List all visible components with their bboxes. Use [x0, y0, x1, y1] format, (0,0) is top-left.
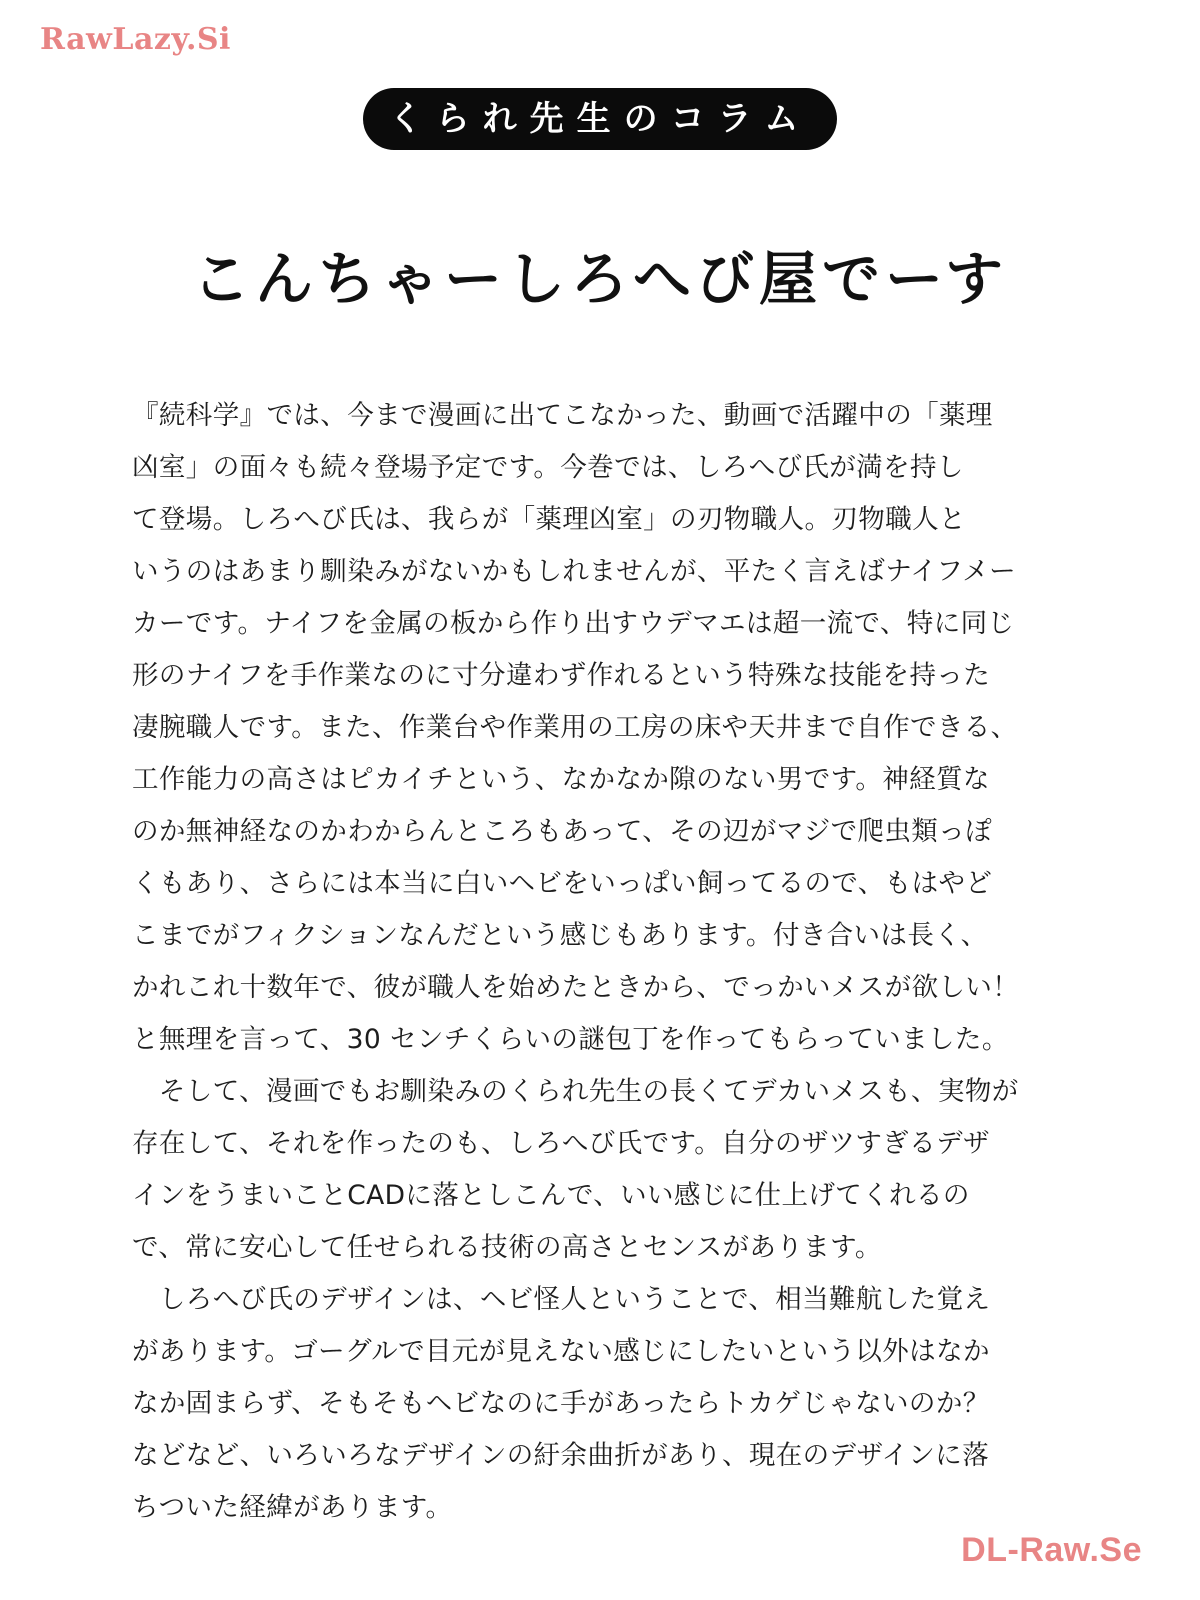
watermark-top-left: RawLazy.Si — [40, 22, 231, 57]
body-line: かれこれ十数年で、彼が職人を始めたときから、でっかいメスが欲しい！ — [132, 972, 1020, 1003]
column-body — [132, 390, 1072, 1534]
body-line: 存在して、それを作ったのも、しろへび氏です。自分のザツすぎるデザ — [132, 1128, 990, 1159]
body-line: いうのはあまり馴染みがないかもしれませんが、平たく言えばナイフメー — [132, 556, 1016, 587]
body-line: 工作能力の高さはピカイチという、なかなか隙のない男です。神経質な — [132, 764, 990, 795]
body-line: しろへび氏のデザインは、ヘビ怪人ということで、相当難航した覚え — [132, 1284, 991, 1315]
body-line: と無理を言って、30 センチくらいの謎包丁を作ってもらっていました。 — [132, 1024, 1009, 1055]
body-line: なか固まらず、そもそもヘビなのに手があったらトカゲじゃないのか？ — [132, 1388, 990, 1419]
column-label-wrap — [0, 88, 1200, 150]
body-line: くもあり、さらには本当に白いヘビをいっぱい飼ってるので、もはやど — [132, 868, 993, 899]
body-line: のか無神経なのかわからんところもあって、その辺がマジで爬虫類っぽ — [132, 816, 993, 847]
body-line: そして、漫画でもお馴染みのくられ先生の長くてデカいメスも、実物が — [132, 1076, 1019, 1107]
body-line: で、常に安心して任せられる技術の高さとセンスがあります。 — [132, 1232, 882, 1263]
body-line: 凄腕職人です。また、作業台や作業用の工房の床や天井まで自作できる、 — [132, 712, 1018, 743]
column-headline: こんちゃーしろへび屋でーす — [191, 245, 1009, 313]
body-line: カーです。ナイフを金属の板から作り出すウデマエは超一流で、特に同じ — [132, 608, 1015, 639]
body-line: こまでがフィクションなんだという感じもあります。付き合いは長く、 — [132, 920, 988, 951]
body-line: ちついた経緯があります。 — [132, 1492, 453, 1523]
body-line: があります。ゴーグルで目元が見えない感じにしたいという以外はなか — [132, 1336, 990, 1367]
body-line: 凶室」の面々も続々登場予定です。今巻では、しろへび氏が満を持し — [132, 452, 964, 483]
column-label-badge: くられ先生のコラム — [363, 88, 838, 150]
body-line: などなど、いろいろなデザインの紆余曲折があり、現在のデザインに落 — [132, 1440, 990, 1471]
body-line: 形のナイフを手作業なのに寸分違わず作れるという特殊な技能を持った — [132, 660, 991, 691]
body-line: インをうまいことCADに落としこんで、いい感じに仕上げてくれるの — [132, 1180, 970, 1211]
body-line: て登場。しろへび氏は、我らが「薬理凶室」の刃物職人。刃物職人と — [132, 504, 966, 535]
watermark-bottom-right: DL-Raw.Se — [961, 1531, 1142, 1569]
body-line: 『続科学』では、今まで漫画に出てこなかった、動画で活躍中の「薬理 — [132, 400, 993, 431]
